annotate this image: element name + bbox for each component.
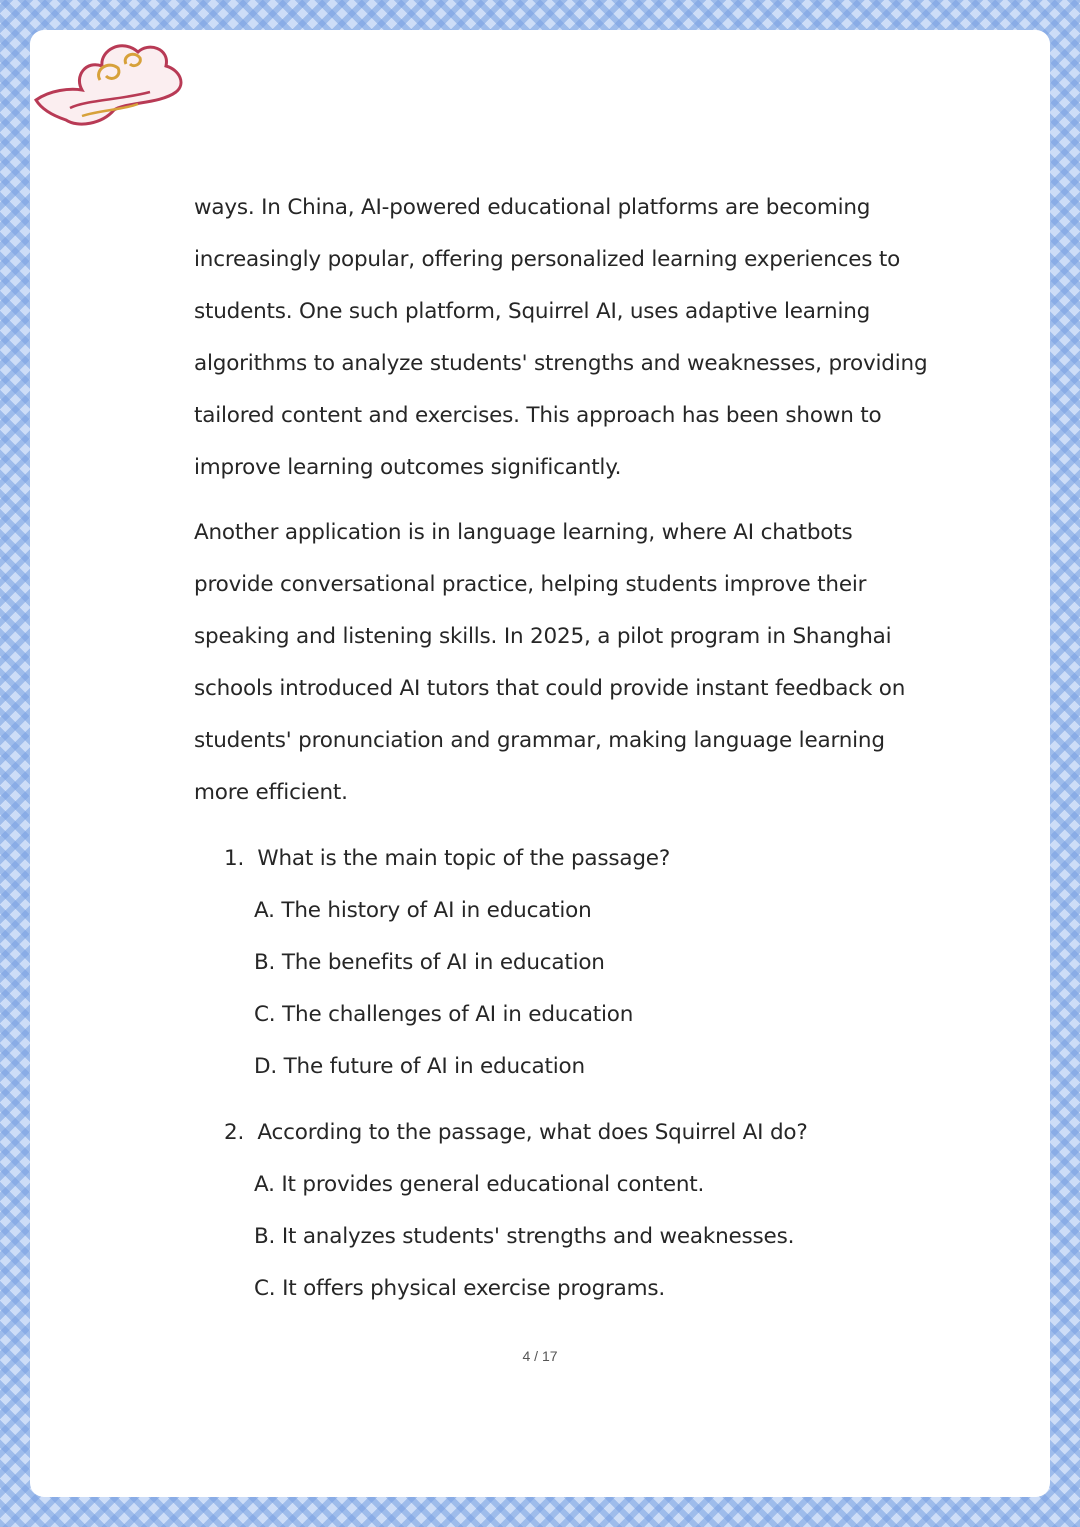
document-page: [30, 30, 1050, 1497]
passage-line: more efficient.: [194, 780, 348, 805]
question-1-option-c: C. The challenges of AI in education: [254, 1002, 634, 1027]
question-text: What is the main topic of the passage?: [257, 846, 671, 871]
passage-line: improve learning outcomes significantly.: [194, 455, 622, 480]
question-2-option-a: A. It provides general educational content.: [254, 1172, 705, 1197]
passage-line: tailored content and exercises. This approach has been shown to: [194, 403, 882, 428]
question-number: 1.: [224, 846, 245, 871]
passage-line: speaking and listening skills. In 2025, a pilot program in Shanghai: [194, 624, 892, 649]
passage-line: Another application is in language learning, where AI chatbots: [194, 520, 853, 545]
question-text: According to the passage, what does Squirrel AI do?: [257, 1120, 808, 1145]
question-1-option-b: B. The benefits of AI in education: [254, 950, 605, 975]
passage-line: provide conversational practice, helping students improve their: [194, 572, 867, 597]
passage-line: students. One such platform, Squirrel AI, uses adaptive learning: [194, 299, 871, 324]
passage-line: schools introduced AI tutors that could provide instant feedback on: [194, 676, 906, 701]
cloud-icon: [30, 30, 186, 132]
question-1-option-a: A. The history of AI in education: [254, 898, 592, 923]
page-number: 4 / 17: [522, 1348, 558, 1364]
question-1-option-d: D. The future of AI in education: [254, 1054, 585, 1079]
question-2-option-b: B. It analyzes students' strengths and weaknesses.: [254, 1224, 795, 1249]
question-1: [224, 845, 670, 873]
question-2-option-c: C. It offers physical exercise programs.: [254, 1276, 666, 1301]
question-2: [224, 1119, 808, 1147]
passage-line: increasingly popular, offering personalized learning experiences to: [194, 247, 901, 272]
passage-line: ways. In China, AI-powered educational platforms are becoming: [194, 195, 871, 220]
passage-line: algorithms to analyze students' strengths and weaknesses, providing: [194, 351, 928, 376]
passage-line: students' pronunciation and grammar, making language learning: [194, 728, 885, 753]
question-number: 2.: [224, 1120, 245, 1145]
